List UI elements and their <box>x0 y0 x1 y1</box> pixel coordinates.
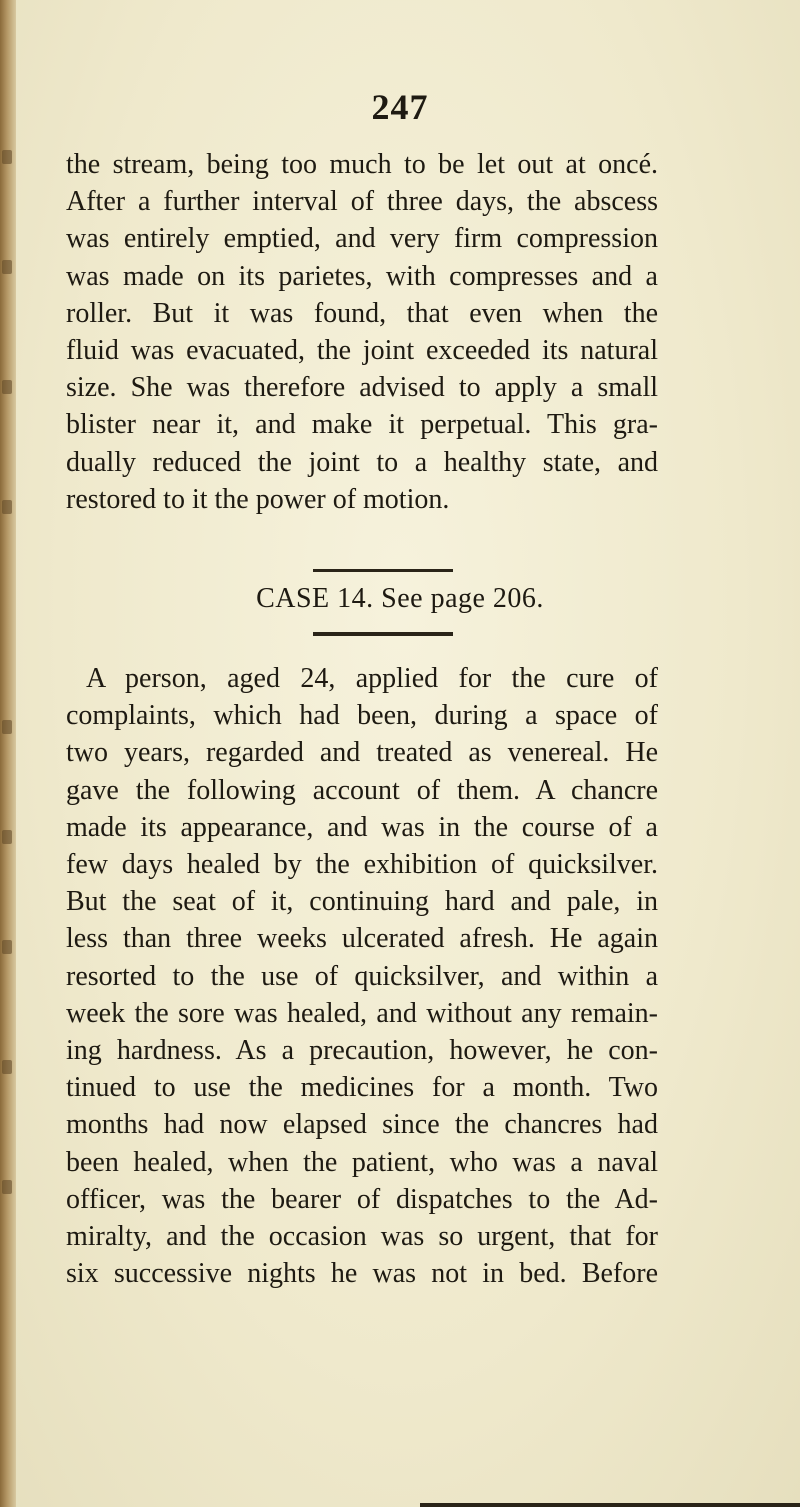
text-line: ing hardness. As a precaution, however, he con- <box>66 1035 658 1067</box>
text-line: gave the following account of them. A chancre <box>66 774 658 806</box>
gutter-mark <box>2 500 12 514</box>
text-line: blister near it, and make it perpetual. This gra- <box>66 409 658 441</box>
text-line: complaints, which had been, during a space of <box>66 700 658 732</box>
gutter-mark <box>2 1060 12 1074</box>
gutter-mark <box>2 720 12 734</box>
gutter-mark <box>2 260 12 274</box>
text-line: resorted to the use of quicksilver, and within a <box>66 960 658 992</box>
text-line: officer, was the bearer of dispatches to the Ad- <box>66 1183 658 1215</box>
rule-above-heading <box>313 569 453 572</box>
gutter-mark <box>2 380 12 394</box>
rule-below-heading <box>313 632 453 636</box>
case-paragraph <box>66 660 658 1292</box>
text-line: fluid was evacuated, the joint exceeded its natural <box>66 335 658 367</box>
text-line: tinued to use the medicines for a month. Two <box>66 1072 658 1104</box>
gutter-mark <box>2 940 12 954</box>
page-number: 247 <box>371 87 429 127</box>
gutter-mark <box>2 830 12 844</box>
text-line: But the seat of it, continuing hard and pale, in <box>66 886 658 918</box>
paragraph-continued <box>66 146 658 518</box>
text-line: size. She was therefore advised to apply a small <box>66 372 658 404</box>
case-heading: CASE 14. See page 206. <box>256 583 544 614</box>
text-line: been healed, when the patient, who was a naval <box>66 1146 658 1178</box>
text-line: was entirely emptied, and very firm compression <box>66 223 658 255</box>
text-line: six successive nights he was not in bed. Before <box>66 1258 658 1290</box>
text-line: After a further interval of three days, the abscess <box>66 186 658 218</box>
text-line: two years, regarded and treated as venereal. He <box>66 737 658 769</box>
text-line: A person, aged 24, applied for the cure of <box>86 663 658 694</box>
text-line: was made on its parietes, with compresses and a <box>66 260 658 292</box>
text-line: dually reduced the joint to a healthy state, and <box>66 446 658 478</box>
text-line: roller. But it was found, that even when the <box>66 297 658 329</box>
page-gutter <box>0 0 16 1507</box>
text-line: few days healed by the exhibition of quicksilver. <box>66 849 658 881</box>
text-line: miralty, and the occasion was so urgent, that for <box>66 1221 658 1253</box>
text-line: the stream, being too much to be let out at oncé. <box>66 149 658 180</box>
text-line: week the sore was healed, and without any remain- <box>66 997 658 1029</box>
text-line: made its appearance, and was in the course of a <box>66 811 658 843</box>
text-line: restored to it the power of motion. <box>66 483 450 515</box>
page-edge-shadow <box>420 1503 800 1507</box>
text-line: months had now elapsed since the chancres had <box>66 1109 658 1141</box>
gutter-mark <box>2 150 12 164</box>
text-line: less than three weeks ulcerated afresh. He again <box>66 923 658 955</box>
gutter-mark <box>2 1180 12 1194</box>
